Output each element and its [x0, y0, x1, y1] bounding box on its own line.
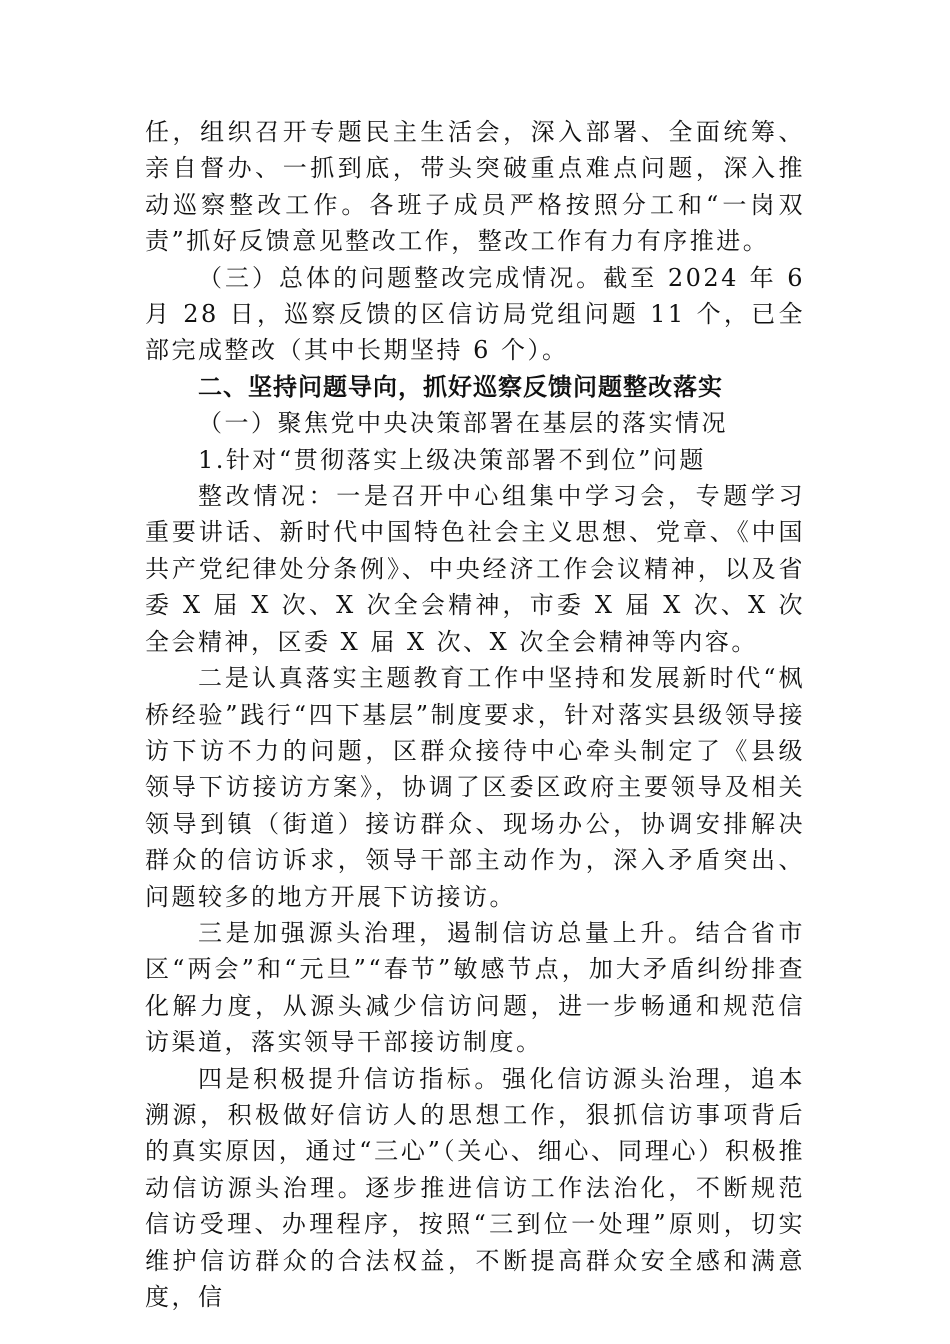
- paragraph-rectification-2: 二是认真落实主题教育工作中坚持和发展新时代“枫桥经验”践行“四下基层”制度要求，针对落实县级领导接访下访不力的问题，区群众接待中心牵头制定了《县级领导下访接访方案》，协调了区委区政府主要领导及相关领导到镇（街道）接访群众、现场办公，协调安排解决群众的信访诉求，领导干部主动作为，深入矛盾突出、问题较多的地方开展下访接访。: [145, 664, 805, 911]
- paragraph-overall-status: （三）总体的问题整改完成情况。截至 2024 年 6 月 28 日，巡察反馈的区信访局党组问题 11 个，已全部完成整改（其中长期坚持 6 个）。: [145, 263, 805, 365]
- paragraph-rectification-4: 四是积极提升信访指标。强化信访源头治理，追本溯源，积极做好信访人的思想工作，狠抓信访事项背后的真实原因，通过“三心”（关心、细心、同理心）积极推动信访源头治理。逐步推进信访工作法治化，不断规范信访受理、办理程序，按照“三到位一处理”原则，切实维护信访群众的合法权益，不断提高群众安全感和满意度，信: [145, 1064, 805, 1311]
- paragraph-rectification-1: 整改情况：一是召开中心组集中学习会，专题学习重要讲话、新时代中国特色社会主义思想、党章、《中国共产党纪律处分条例》、中央经济工作会议精神，以及省委 X 届 X 次、X 次全会精神，市委 X 届 X 次、X 次全会精神，区委 X 届 X 次、X 次全会精神等内容。: [145, 482, 805, 656]
- paragraph-continuation: 任，组织召开专题民主生活会，深入部署、全面统筹、亲自督办、一抓到底，带头突破重点难点问题，深入推动巡察整改工作。各班子成员严格按照分工和“一岗双责”抓好反馈意见整改工作，整改工作有力有序推进。: [145, 118, 805, 256]
- section-heading-2: 二、坚持问题导向，抓好巡察反馈问题整改落实: [198, 372, 723, 401]
- subsection-heading-1: （一）聚焦党中央决策部署在基层的落实情况: [198, 409, 728, 438]
- paragraph-rectification-3: 三是加强源头治理，遏制信访总量上升。结合省市区“两会”和“元旦”“春节”敏感节点，加大矛盾纠纷排查化解力度，从源头减少信访问题，进一步畅通和规范信访渠道，落实领导干部接访制度。: [145, 918, 805, 1057]
- item-heading-1: 1.针对“贯彻落实上级决策部署不到位”问题: [198, 445, 706, 474]
- document-body: [145, 114, 805, 1315]
